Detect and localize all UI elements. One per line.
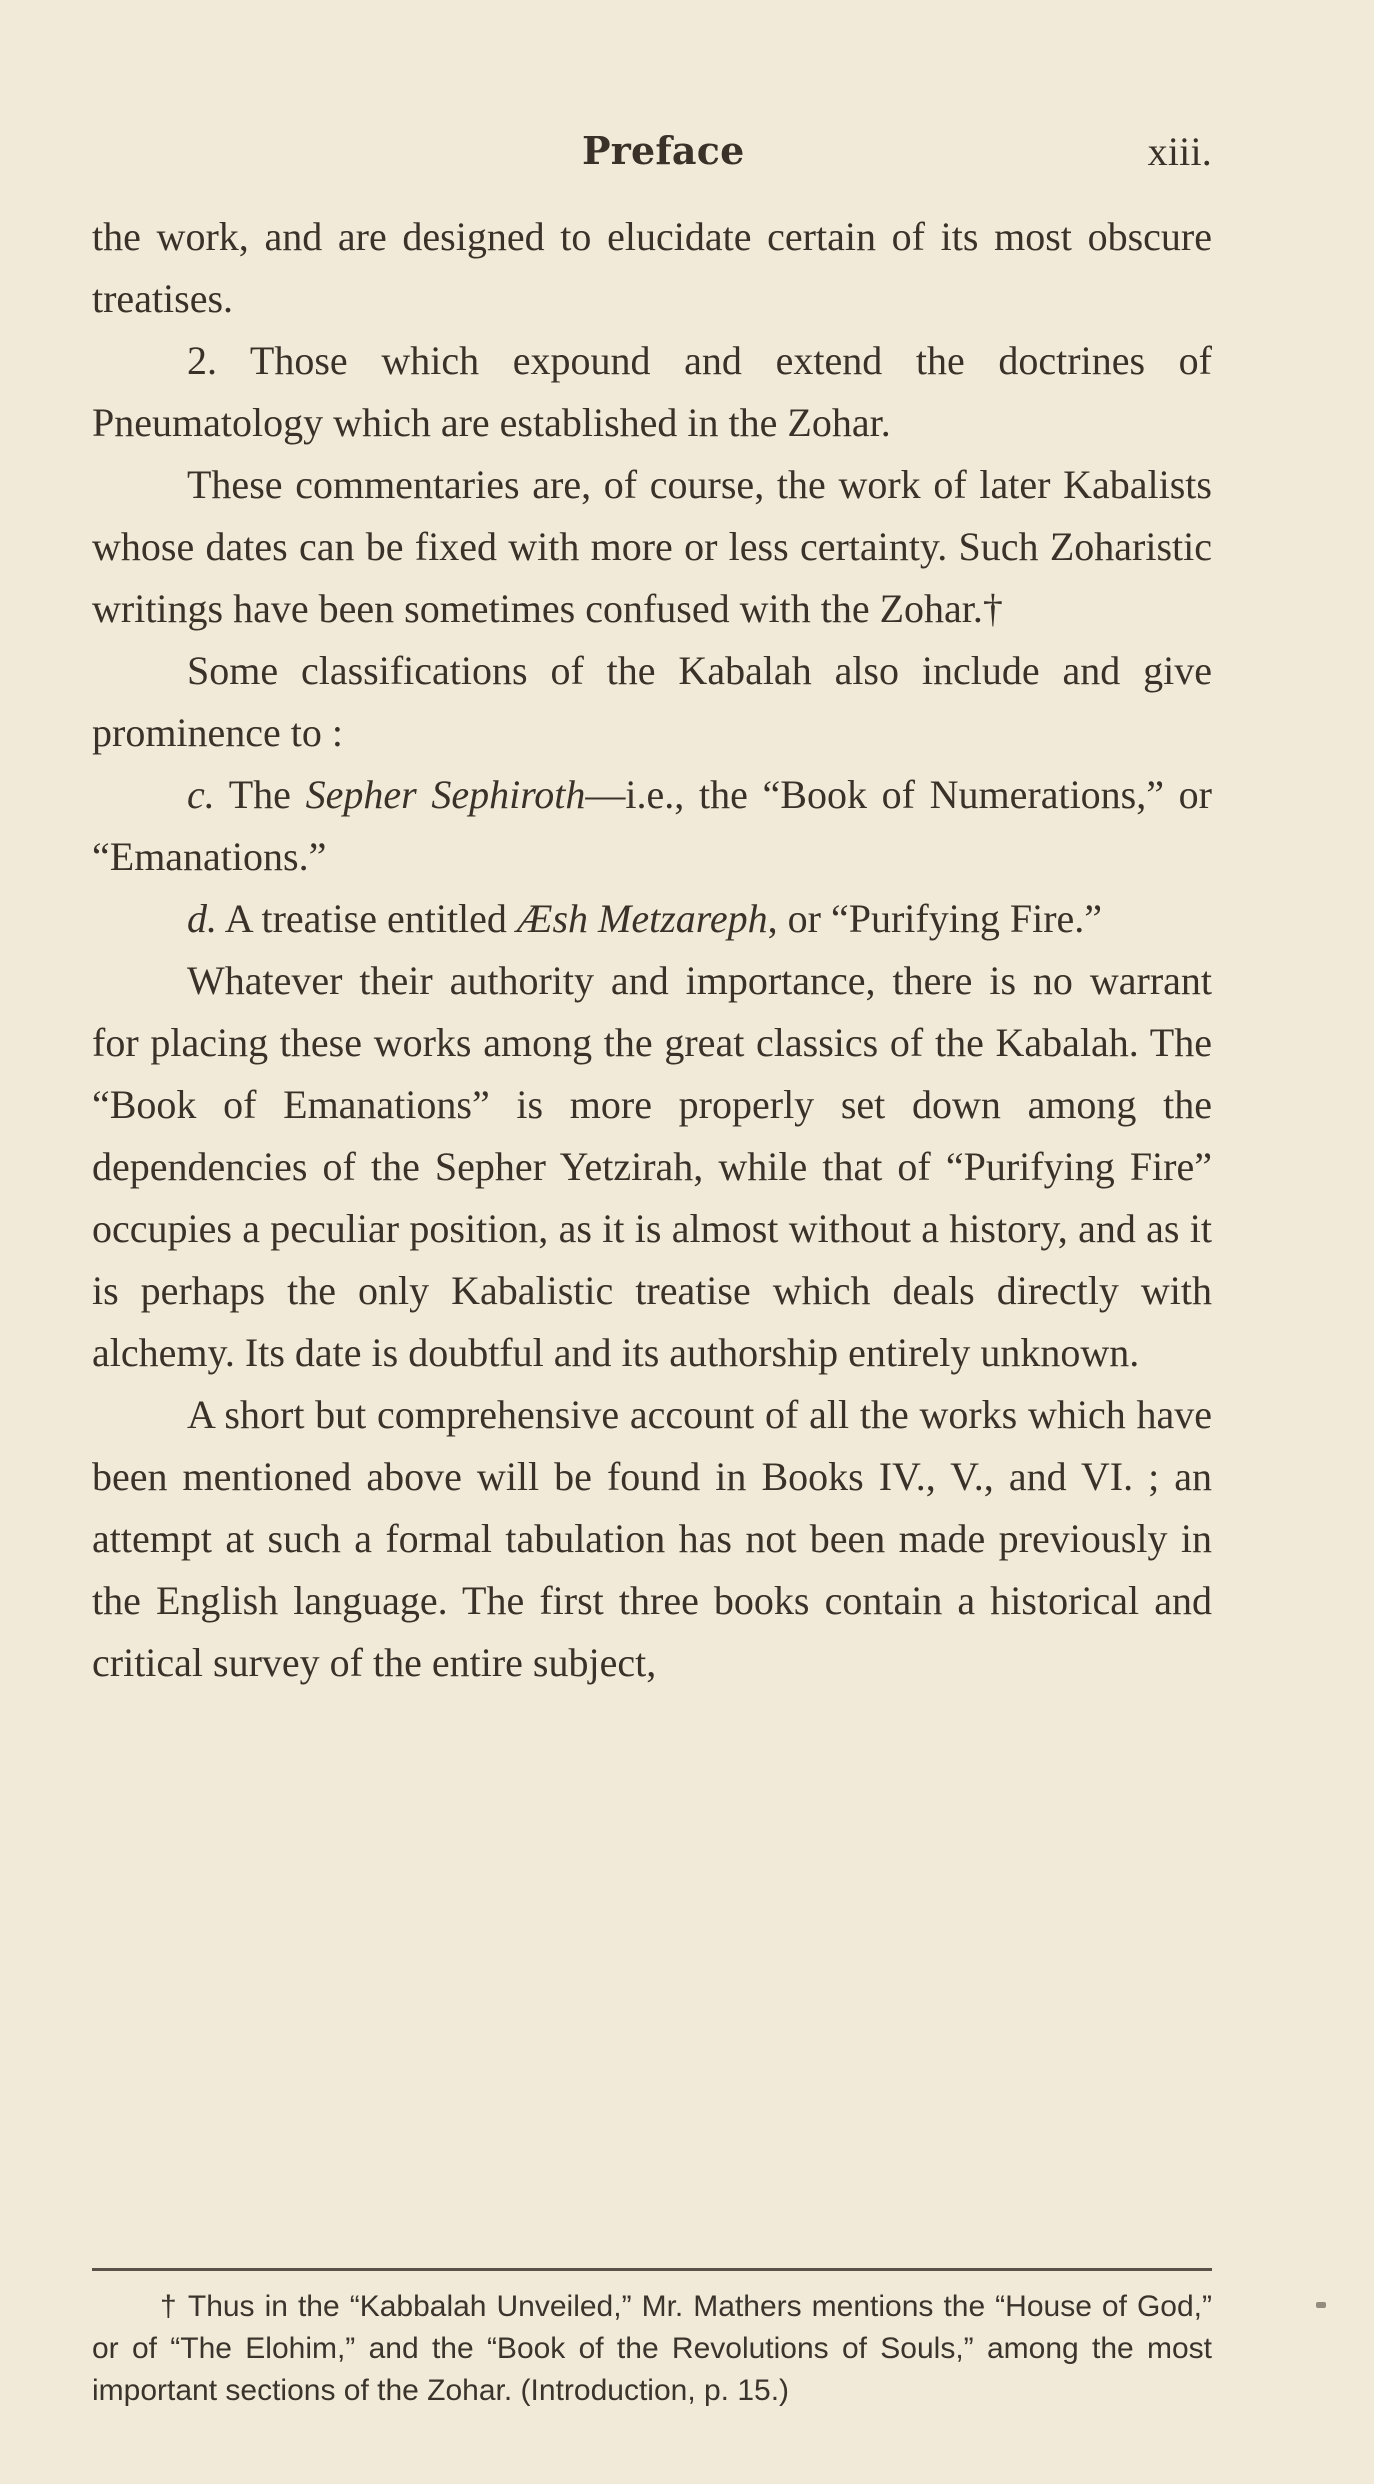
- paragraph-item-c: [92, 764, 1212, 888]
- running-title: Preface: [582, 128, 745, 173]
- paragraph-item-2: 2. Those which expound and extend the doctrines of Pneumatology which are established in the Zohar.: [92, 338, 1212, 445]
- book-page: [92, 118, 1213, 2407]
- paragraph-continued: the work, and are designed to elucidate certain of its most obscure treatises.: [92, 214, 1212, 321]
- item-c-post: —i.e., the “Book of Numerations,” or “Emanations.”: [92, 772, 1213, 879]
- paragraph-commentaries: These commentaries are, of course, the work of later Kabalists whose dates can be fixed with more or less certainty. Such Zoharistic writings have been sometimes confused with the Zohar.†: [92, 462, 1212, 631]
- work-title-sepher-sephiroth: Sepher Sephiroth: [305, 772, 586, 817]
- running-header: [92, 118, 1212, 178]
- item-letter-c: c.: [187, 772, 215, 817]
- work-title-aesh-metzareph: Æsh Metzareph: [516, 896, 768, 941]
- footnote: [92, 2286, 1212, 2412]
- paragraph-account: A short but comprehensive account of all the works which have been mentioned above will be found in Books IV., V., and VI. ; an attempt at such a formal tabulation has not been made previously in the English language. The first three books contain a historical and critical survey of the entire subject,: [92, 1392, 1212, 1685]
- paragraph-authority: Whatever their authority and importance, there is no warrant for placing these works among the great classics of the Kabalah. The “Book of Emanations” is more properly set down among the dependencies of the Sepher Yetzirah, while that of “Purifying Fire” occupies a peculiar position, as it is almost without a history, and as it is perhaps the only Kabalistic treatise which deals directly with alchemy. Its date is doubtful and its authorship entirely unknown.: [92, 958, 1212, 1375]
- item-d-post: , or “Purifying Fire.”: [767, 896, 1103, 941]
- paragraph-classifications: Some classifications of the Kabalah also include and give prominence to :: [92, 648, 1212, 755]
- item-d-pre: A treatise entitled: [217, 896, 517, 941]
- paragraph-item-d: [92, 888, 1212, 950]
- footnote-text: † Thus in the “Kabbalah Unveiled,” Mr. Mathers mentions the “House of God,” or of “The Elohim,” and the “Book of the Revolutions of Souls,” among the most important sections of the Zohar. (Introduction, p. 15.): [92, 2290, 1212, 2407]
- paper-speck: [1316, 2302, 1326, 2308]
- main-text: [92, 206, 1212, 1694]
- item-letter-d: d.: [187, 896, 217, 941]
- page-number: xiii.: [1147, 129, 1212, 174]
- footnote-rule: [92, 2268, 1212, 2271]
- item-c-pre: The: [214, 772, 306, 817]
